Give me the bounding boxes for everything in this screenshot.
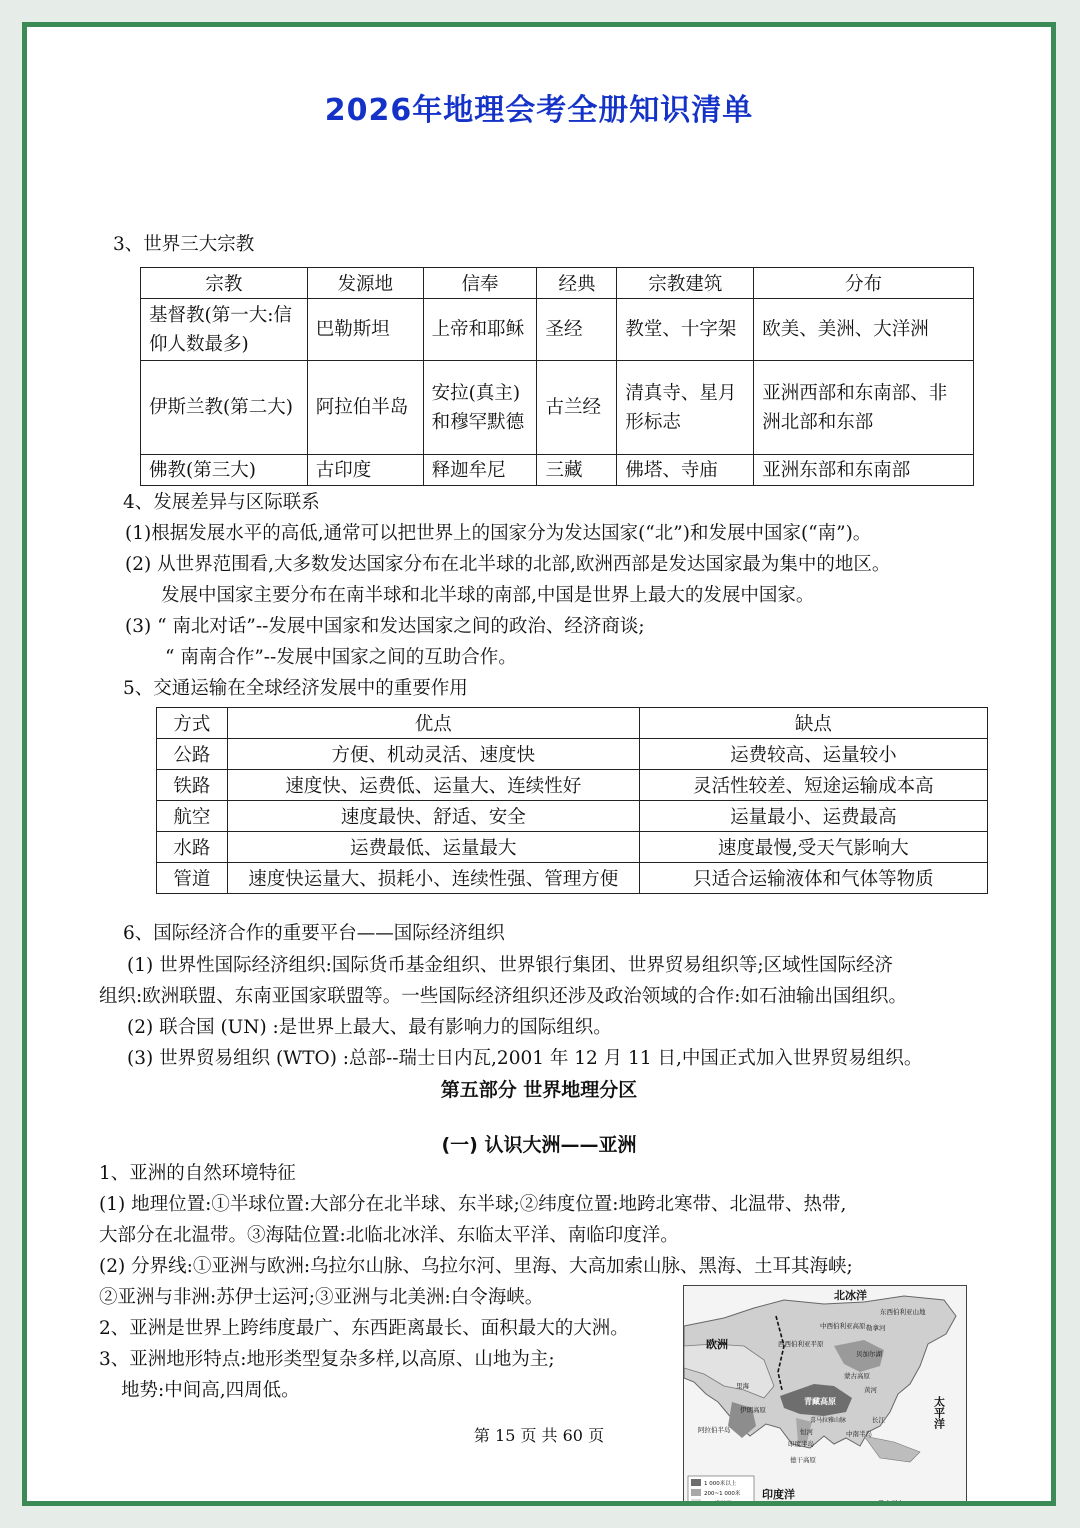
paragraph: ②亚洲与非洲:苏伊士运河;③亚洲与北美洲:白令海峡。 (99, 1287, 544, 1308)
continent-label: 欧洲 (706, 1338, 728, 1351)
paragraph: 地势:中间高,四周低。 (121, 1380, 300, 1401)
table-cell: 公路 (157, 739, 228, 770)
paragraph: 1、亚洲的自然环境特征 (99, 1163, 296, 1184)
paragraph: (2) 分界线:①亚洲与欧洲:乌拉尔山脉、乌拉尔河、里海、大高加索山脉、黑海、土耳其海峡; (99, 1256, 853, 1277)
table-cell: 铁路 (157, 770, 228, 801)
part-subtitle: (一) 认识大洲——亚洲 (441, 1134, 637, 1156)
table-cell: 速度快、运费低、运量大、连续性好 (227, 770, 639, 801)
religion-table (140, 267, 974, 486)
table-cell: 佛教(第三大) (141, 455, 308, 486)
table-cell: 佛塔、寺庙 (617, 455, 754, 486)
table-cell: 速度快运量大、损耗小、连续性强、管理方便 (227, 863, 639, 894)
table-cell: 亚洲西部和东南部、非洲北部和东部 (754, 361, 974, 455)
paragraph: (2) 从世界范围看,大多数发达国家分布在北半球的北部,欧洲西部是发达国家最为集中的地区。 (125, 554, 891, 575)
paragraph: (3) 世界贸易组织 (WTO) :总部--瑞士日内瓦,2001 年 12 月 11 日,中国正式加入世界贸易组织。 (127, 1048, 923, 1069)
table-cell: 欧美、美洲、大洋洲 (754, 299, 974, 361)
table-cell: 方便、机动灵活、速度快 (227, 739, 639, 770)
table-cell: 航空 (157, 801, 228, 832)
table-cell: 运费最低、运量最大 (227, 832, 639, 863)
paragraph: (1)根据发展水平的高低,通常可以把世界上的国家分为发达国家(“北”)和发展中国家(“南”)。 (125, 523, 872, 544)
table-cell: 圣经 (537, 299, 617, 361)
table-cell: 灵活性较差、短途运输成本高 (639, 770, 987, 801)
map-label: 印度半岛 (788, 1440, 814, 1448)
paragraph: (3) “ 南北对话”--发展中国家和发达国家之间的政治、经济商谈; (125, 616, 645, 637)
section-4-heading: 4、发展差异与区际联系 (123, 492, 320, 513)
map-label: 伊朗高原 (740, 1406, 766, 1414)
paragraph: 2、亚洲是世界上跨纬度最广、东西距离最长、面积最大的大洲。 (99, 1318, 629, 1339)
paragraph: (2) 联合国 (UN) :是世界上最大、最有影响力的国际组织。 (127, 1017, 612, 1038)
table-cell: 基督教(第一大:信仰人数最多) (141, 299, 308, 361)
section-3-heading: 3、世界三大宗教 (113, 234, 255, 255)
map-label: 德干高原 (790, 1456, 816, 1464)
table-cell: 速度最快、舒适、安全 (227, 801, 639, 832)
table-row (141, 299, 974, 361)
legend-label: 200~1 000米 (704, 1491, 741, 1497)
map-label: 里海 (736, 1382, 749, 1390)
table-cell: 运费较高、运量较小 (639, 739, 987, 770)
table-row (157, 801, 988, 832)
table-header-cell: 缺点 (639, 708, 987, 739)
map-label: 青藏高原 (804, 1397, 836, 1406)
table-cell: 阿拉伯半岛 (307, 361, 423, 455)
table-row (157, 770, 988, 801)
table-header-cell: 经典 (537, 268, 617, 299)
table-row (157, 739, 988, 770)
table-cell: 清真寺、星月形标志 (617, 361, 754, 455)
table-row (141, 455, 974, 486)
table-header-cell: 分布 (754, 268, 974, 299)
table-cell: 古兰经 (537, 361, 617, 455)
legend-swatch (691, 1479, 701, 1486)
table-row (141, 361, 974, 455)
paragraph: “ 南南合作”--发展中国家之间的互助合作。 (165, 647, 517, 668)
table-cell: 伊斯兰教(第二大) (141, 361, 308, 455)
paragraph: 大部分在北温带。③海陆位置:北临北冰洋、东临太平洋、南临印度洋。 (99, 1225, 679, 1246)
map-label: 喜马拉雅山脉 (810, 1417, 847, 1424)
asia-map-graphic (684, 1286, 966, 1506)
table-header-cell: 信奉 (423, 268, 537, 299)
table-cell: 速度最慢,受天气影响大 (639, 832, 987, 863)
table-cell: 教堂、十字架 (617, 299, 754, 361)
table-header-row (157, 708, 988, 739)
map-label: 黄河 (864, 1386, 877, 1394)
section-6-heading: 6、国际经济合作的重要平台——国际经济组织 (123, 923, 505, 944)
legend-swatch (691, 1489, 701, 1496)
table-cell: 管道 (157, 863, 228, 894)
transport-table (156, 707, 988, 894)
map-label: 东西伯利亚山地 (880, 1308, 926, 1316)
map-label: 勒拿河 (866, 1324, 886, 1332)
map-label: 贝加尔湖 (856, 1350, 882, 1358)
paragraph: (1) 地理位置:①半球位置:大部分在北半球、东半球;②纬度位置:地跨北寒带、北温带、热带, (99, 1194, 847, 1215)
table-header-cell: 宗教 (141, 268, 308, 299)
legend-label: 1 000米以上 (704, 1481, 737, 1487)
map-label: 长江 (872, 1416, 885, 1424)
paragraph: (1) 世界性国际经济组织:国际货币基金组织、世界银行集团、世界贸易组织等;区域性国际经济 (127, 955, 894, 976)
map-label: 西西伯利亚平原 (778, 1340, 824, 1348)
table-cell: 亚洲东部和东南部 (754, 455, 974, 486)
table-header-cell: 宗教建筑 (617, 268, 754, 299)
ocean-label: 太平洋 (932, 1396, 946, 1429)
table-header-cell: 优点 (227, 708, 639, 739)
map-label: 马来群岛 (878, 1500, 904, 1506)
table-cell: 安拉(真主)和穆罕默德 (423, 361, 537, 455)
table-header-cell: 发源地 (307, 268, 423, 299)
table-row (157, 863, 988, 894)
table-cell: 三藏 (537, 455, 617, 486)
table-cell: 古印度 (307, 455, 423, 486)
legend-swatch (691, 1499, 701, 1506)
table-row (157, 832, 988, 863)
ocean-label: 北冰洋 (834, 1289, 867, 1302)
section-5-heading: 5、交通运输在全球经济发展中的重要作用 (123, 678, 468, 699)
table-cell: 水路 (157, 832, 228, 863)
map-label: 中南半岛 (846, 1430, 872, 1438)
table-cell: 释迦牟尼 (423, 455, 537, 486)
table-cell: 巴勒斯坦 (307, 299, 423, 361)
table-header-row (141, 268, 974, 299)
map-label: 蒙古高原 (844, 1372, 870, 1380)
map-label: 中西伯利亚高原 (820, 1322, 866, 1330)
table-cell: 上帝和耶稣 (423, 299, 537, 361)
paragraph: 3、亚洲地形特点:地形类型复杂多样,以高原、山地为主; (99, 1349, 555, 1370)
document-title: 2026年地理会考全册知识清单 (324, 93, 754, 128)
part-title: 第五部分 世界地理分区 (440, 1079, 638, 1101)
map-label: 恒河 (800, 1428, 813, 1436)
legend-label: 200米以下 (704, 1501, 731, 1506)
page-footer: 第 15 页 共 60 页 (473, 1426, 605, 1445)
map-label: 阿拉伯半岛 (698, 1426, 731, 1434)
paragraph: 发展中国家主要分布在南半球和北半球的南部,中国是世界上最大的发展中国家。 (161, 585, 815, 606)
paragraph: 组织:欧洲联盟、东南亚国家联盟等。一些国际经济组织还涉及政治领域的合作:如石油输出国组织。 (99, 986, 907, 1007)
ocean-label: 印度洋 (762, 1488, 795, 1501)
table-cell: 运量最小、运费最高 (639, 801, 987, 832)
table-cell: 只适合运输液体和气体等物质 (639, 863, 987, 894)
asia-map (683, 1285, 967, 1506)
table-header-cell: 方式 (157, 708, 228, 739)
page (22, 22, 1056, 1506)
